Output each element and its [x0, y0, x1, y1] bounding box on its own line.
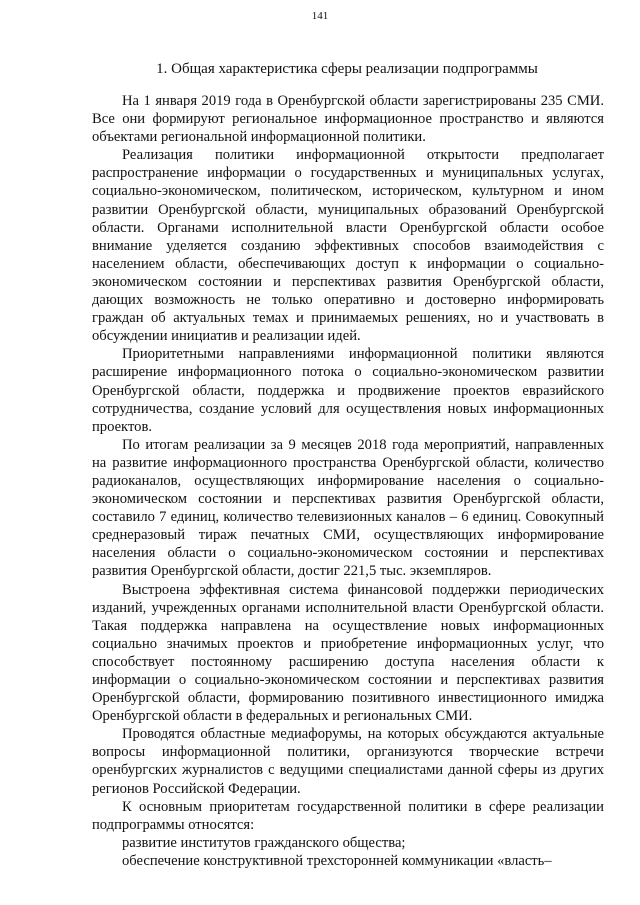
paragraph-media-forums: Проводятся областные медиафорумы, на которых обсуждаются актуальные вопросы информационной политики, организуются творческие встречи оренбургских журналистов с ведущими специалистами данной сферы из других регионов Российской Федерации.: [92, 726, 604, 797]
section-heading: 1. Общая характеристика сферы реализации подпрограммы: [156, 61, 538, 77]
list-item-civil-society: развитие институтов гражданского общества;: [122, 834, 406, 851]
paragraph-information-openness: Реализация политики информационной открытости предполагает распространение информации о государственных и муниципальных услугах, социально-экономическом, политическом, историческом, культурном и ином развитии Оренбургской области, муниципальных образований Оренбургской области. Органами исполнительной власти Оренбургской области особое внимание уделяется созданию эффективных способов взаимодействия с населением области, обеспечивающих доступ к информации о социально-экономическом состоянии и перспективах развития Оренбургской области, дающих возможность не только оперативно и достоверно информировать граждан об актуальных темах и принимаемых решениях, но и участвовать в обсуждении инициатив и реализации идей.: [92, 147, 604, 345]
page-number: 141: [311, 10, 329, 22]
paragraph-financial-support: Выстроена эффективная система финансовой поддержки периодических изданий, учрежденных органами исполнительной власти Оренбургской области. Такая поддержка направлена на осуществление новых информационных социально значимых проектов и приобретение информационных услуг, что способствует постоянному расширению доступа населения области к информации о социально-экономическом состоянии и перспективах развития Оренбургской области, формированию позитивного инвестиционного имиджа Оренбургской области в федеральных и региональных СМИ.: [92, 581, 604, 725]
paragraph-priority-directions: Приоритетными направлениями информационной политики являются расширение информационного потока о социально-экономическом развитии Оренбургской области, поддержка и продвижение проектов евразийского сотрудничества, создание условий для осуществления новых информационных проектов.: [92, 346, 604, 435]
paragraph-results-9-months: По итогам реализации за 9 месяцев 2018 года мероприятий, направленных на развитие информационного пространства Оренбургской области, количество радиоканалов, осуществляющих информирование населения о социально-экономическом состоянии и перспективах развития Оренбургской области, составило 7 единиц, количество телевизионных каналов – 6 единиц. Совокупный среднеразовый тираж печатных СМИ, осуществляющих информирование населения области о социально-экономическом состоянии и перспективах развития Оренбургской области, достиг 221,5 тыс. экземпляров.: [92, 436, 604, 580]
list-item-communication: обеспечение конструктивной трехсторонней коммуникации «власть–: [122, 852, 552, 869]
paragraph-main-priorities: К основным приоритетам государственной политики в сфере реализации подпрограммы относятся:: [92, 798, 604, 833]
paragraph-registered-media: На 1 января 2019 года в Оренбургской области зарегистрированы 235 СМИ. Все они формируют региональное информационное пространство и являются объектами региональной информационной политики.: [92, 93, 604, 146]
body-text: [92, 92, 604, 870]
